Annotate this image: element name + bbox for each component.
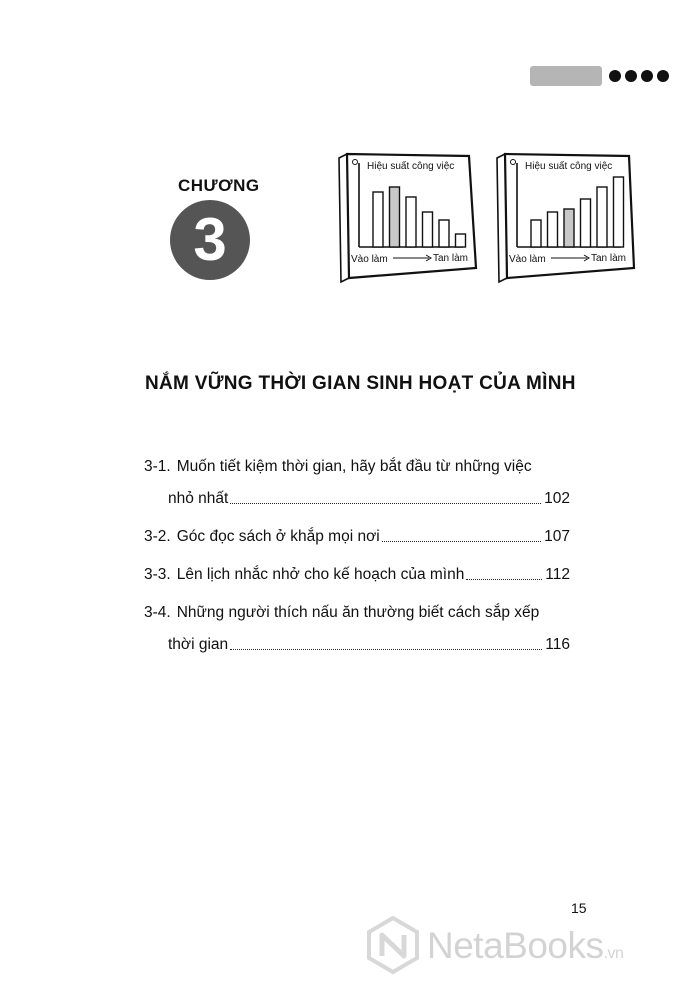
chart-bar	[548, 212, 558, 247]
chart-bar	[390, 187, 400, 247]
dot-icon	[641, 70, 653, 82]
chapter-number-badge: 3	[170, 200, 250, 280]
toc-number: 3-4.	[144, 604, 171, 621]
toc-page-number: 102	[544, 490, 570, 507]
chart-bar	[564, 209, 574, 247]
toc-line	[144, 602, 570, 624]
chart-bar	[581, 199, 591, 247]
toc-title: Muốn tiết kiệm thời gian, hãy bắt đầu từ những việc	[176, 458, 532, 475]
toc-title: Những người thích nấu ăn thường biết cách sắp xếp	[176, 604, 540, 621]
dot-leader	[230, 649, 542, 650]
watermark	[365, 913, 685, 977]
toc-line	[144, 488, 570, 510]
page-number: 15	[571, 900, 587, 916]
x-axis-end-label: Tan làm	[433, 253, 469, 264]
chapter-title: NẮM VỮNG THỜI GIAN SINH HOẠT CỦA MÌNH	[145, 373, 576, 394]
toc-number: 3-3.	[144, 566, 171, 583]
table-of-contents	[144, 456, 570, 672]
toc-entry-3-3[interactable]	[144, 564, 570, 586]
y-axis-label: Hiệu suất công việc	[525, 161, 613, 172]
watermark-brand: NetaBooks	[427, 925, 604, 966]
toc-line	[144, 526, 570, 548]
chart-svg	[491, 150, 651, 290]
watermark-text	[427, 925, 623, 967]
toc-number: 3-1.	[144, 458, 171, 475]
watermark-suffix: .vn	[603, 945, 624, 962]
toc-entry-3-2[interactable]	[144, 526, 570, 548]
toc-page-number: 107	[544, 528, 570, 545]
toc-line	[144, 564, 570, 586]
axis-origin-mark	[511, 160, 516, 165]
dot-icon	[657, 70, 669, 82]
toc-title-cont: thời gian	[168, 636, 229, 653]
toc-entry-3-1[interactable]	[144, 456, 570, 510]
header-tab-bar	[530, 66, 602, 86]
dot-leader	[230, 503, 541, 504]
toc-entry-3-4[interactable]	[144, 602, 570, 656]
axis-origin-mark	[353, 160, 358, 165]
toc-number: 3-2.	[144, 528, 171, 545]
dot-icon	[625, 70, 637, 82]
chart-bar	[456, 234, 466, 247]
chart-bar	[406, 197, 416, 247]
chart-bar	[614, 177, 624, 247]
toc-page-number: 112	[545, 566, 570, 583]
x-axis-end-label: Tan làm	[591, 253, 627, 264]
chart-bar	[531, 220, 541, 247]
brand-logo-icon	[365, 915, 421, 975]
chart-bar	[439, 220, 449, 247]
chart-bar	[373, 192, 383, 247]
dot-leader	[382, 541, 541, 542]
chart-bar	[597, 187, 607, 247]
toc-line	[144, 634, 570, 656]
header-dots	[609, 70, 669, 82]
toc-title-cont: nhỏ nhất	[168, 490, 229, 507]
toc-title: Lên lịch nhắc nhở cho kế hoạch của mình	[176, 566, 465, 583]
performance-chart-decreasing	[333, 150, 493, 290]
chart-svg	[333, 150, 493, 290]
y-axis-label: Hiệu suất công việc	[367, 161, 455, 172]
x-axis-start-label: Vào làm	[351, 254, 388, 265]
toc-page-number: 116	[545, 636, 570, 653]
dot-icon	[609, 70, 621, 82]
dot-leader	[466, 579, 542, 580]
toc-title: Góc đọc sách ở khắp mọi nơi	[176, 528, 380, 545]
toc-line	[144, 456, 570, 478]
x-axis-start-label: Vào làm	[509, 254, 546, 265]
chart-bar	[423, 212, 433, 247]
chapter-label: CHƯƠNG	[178, 176, 260, 195]
performance-chart-increasing	[491, 150, 651, 290]
